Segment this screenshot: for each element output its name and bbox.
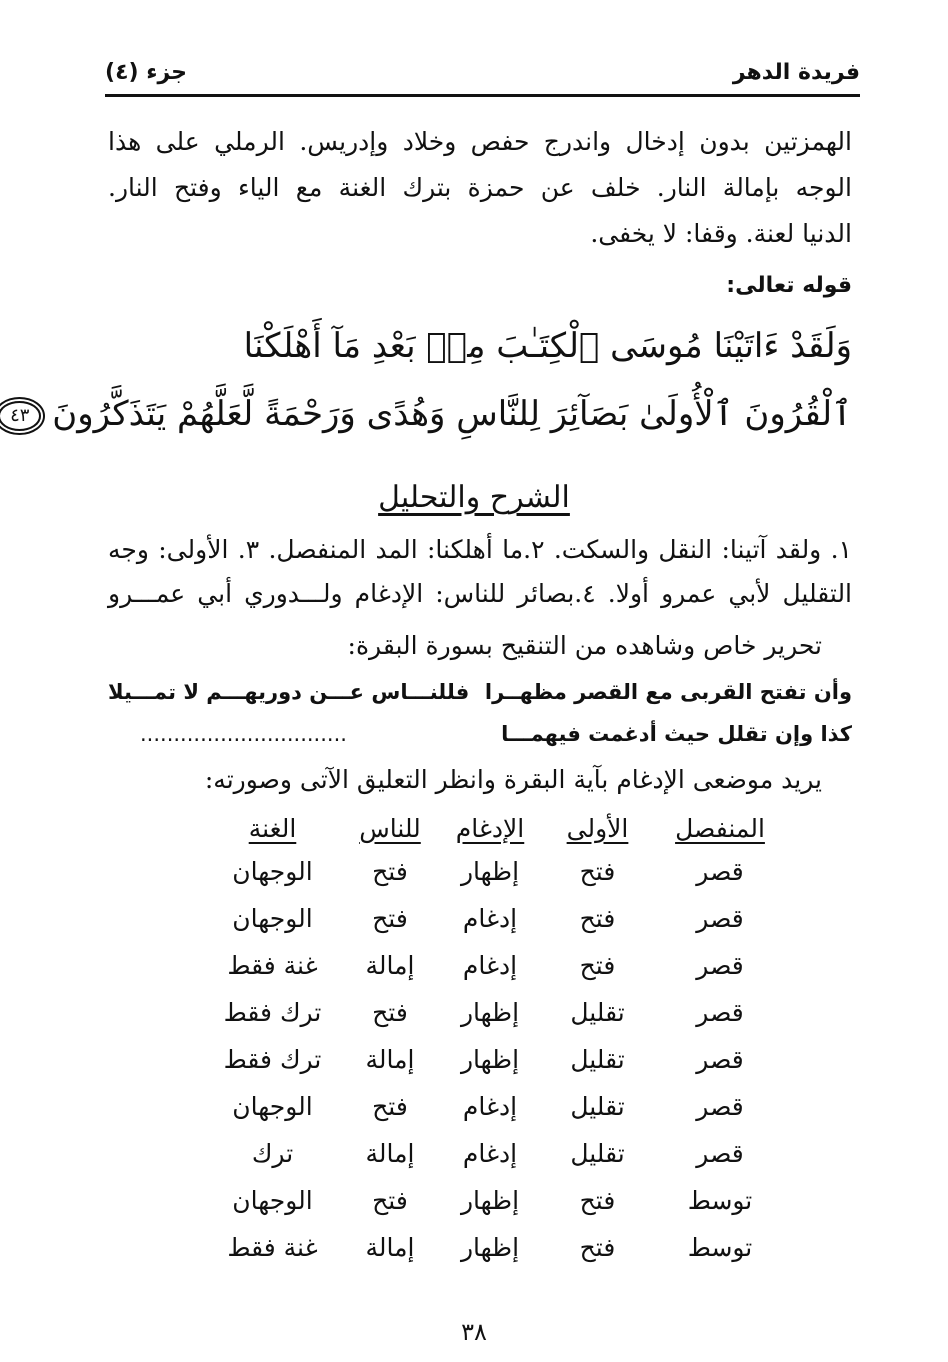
header-lilnas: للناس	[359, 813, 421, 843]
table-row	[205, 989, 785, 1036]
poem-line-2-first-hemistich: كذا وإن تقلل حيث أدغمت فيهمـــا	[501, 722, 852, 746]
part-label: جزء (٤)	[105, 60, 188, 85]
cell-idgham: إدغام	[462, 951, 518, 980]
header-ghunna: الغنة	[248, 813, 297, 843]
cell-ula: تقليل	[570, 1045, 625, 1074]
analysis-line-1: ١. ولقد آتينا: النقل والسكت. ٢.ما أهلكنا: المد المنفصل. ٣. الأولى: وجه	[108, 535, 852, 564]
quran-line-2	[10, 386, 852, 442]
cell-idgham: إدغام	[462, 1092, 518, 1121]
cell-lilnas: إمالة	[365, 1139, 415, 1168]
cell-lilnas: إمالة	[365, 951, 415, 980]
header-munfasil: المنفصل	[675, 813, 765, 843]
analysis-line-2: التقليل لأبي عمرو أولا. ٤.بصائر للناس: الإدغام ولـــدوري أبي عمـــرو	[108, 579, 853, 608]
cell-ula: فتح	[579, 1186, 616, 1215]
poem-line-2-second-hemistich: ...............................	[140, 722, 347, 746]
cell-ghunna: الوجهان	[232, 857, 313, 886]
cell-ula: فتح	[579, 1233, 616, 1262]
cell-lilnas: إمالة	[365, 1233, 415, 1262]
table-row	[205, 1130, 785, 1177]
cell-lilnas: فتح	[372, 1092, 408, 1121]
cell-ghunna: ترك فقط	[223, 998, 322, 1027]
poem-line-2	[108, 714, 852, 754]
cell-ghunna: ترك	[251, 1139, 294, 1168]
cell-ghunna: ترك فقط	[223, 1045, 322, 1074]
cell-munfasil: قصر	[696, 1092, 744, 1121]
poem-line-1-second-hemistich: فللنـــاس عـــن دوريهـــم لا تمـــيلا	[108, 680, 470, 704]
quran-line-2-text: ٱلْقُرُونَ ٱلْأُولَىٰ بَصَآئِرَ لِلنَّاسِ وَهُدًى وَرَحْمَةً لَّعَلَّهُمْ يَتَذَكَّرُونَ	[52, 394, 852, 434]
cell-munfasil: قصر	[696, 951, 744, 980]
cell-lilnas: فتح	[372, 904, 408, 933]
header-ula: الأولى	[566, 813, 629, 843]
cell-munfasil: قصر	[696, 857, 744, 886]
body-line-1: الهمزتين بدون إدخال واندرج حفص وخلاد وإدريس. الرملي على هذا	[108, 127, 852, 156]
table-row	[205, 848, 785, 895]
poem-line-1-first-hemistich: وأن تفتح القربى مع القصر مظهــرا	[484, 680, 852, 704]
quran-line-1: وَلَقَدْ ءَاتَيْنَا مُوسَى ٱلْكِتَـٰبَ مِنۢ بَعْدِ مَآ أَهْلَكْنَا	[243, 326, 852, 366]
table-row	[205, 942, 785, 989]
running-header	[105, 58, 860, 97]
table-header-row	[205, 808, 785, 848]
cell-ghunna: غنة فقط	[227, 951, 318, 980]
cell-idgham: إدغام	[462, 1139, 518, 1168]
poem-line-1	[108, 672, 852, 712]
table-row	[205, 1224, 785, 1271]
cell-lilnas: فتح	[372, 998, 408, 1027]
cell-ghunna: الوجهان	[232, 904, 313, 933]
cell-munfasil: توسط	[687, 1186, 753, 1215]
cell-ghunna: غنة فقط	[227, 1233, 318, 1262]
cell-idgham: إظهار	[460, 1233, 520, 1262]
cell-ghunna: الوجهان	[232, 1092, 313, 1121]
section-title: الشرح والتحليل	[378, 480, 570, 515]
book-title: فريدة الدهر	[732, 60, 860, 85]
cell-lilnas: إمالة	[365, 1045, 415, 1074]
cell-idgham: إدغام	[462, 904, 518, 933]
cell-ula: تقليل	[570, 1092, 625, 1121]
cell-munfasil: قصر	[696, 998, 744, 1027]
body-line-2: الوجه بإمالة النار. خلف عن حمزة بترك الغنة مع الياء وفتح النار.	[108, 173, 852, 202]
cell-ghunna: الوجهان	[232, 1186, 313, 1215]
after-poem-line: يريد موضعى الإدغام بآية البقرة وانظر التعليق الآتى وصورته:	[204, 765, 822, 794]
cell-idgham: إظهار	[460, 857, 520, 886]
ayah-number-marker: ٤٣	[0, 401, 41, 431]
cell-lilnas: فتح	[372, 857, 408, 886]
table-row	[205, 1177, 785, 1224]
cell-ula: تقليل	[570, 998, 625, 1027]
cell-ula: فتح	[579, 857, 616, 886]
cell-idgham: إظهار	[460, 998, 520, 1027]
body-line-3: الدنيا لعنة. وقفا: لا يخفى.	[590, 219, 852, 248]
header-idgham: الإدغام	[455, 813, 525, 843]
cell-munfasil: توسط	[687, 1233, 753, 1262]
readings-table	[205, 808, 785, 1271]
table-row	[205, 1083, 785, 1130]
cell-munfasil: قصر	[696, 1045, 744, 1074]
cell-munfasil: قصر	[696, 1139, 744, 1168]
page-number: ٣٨	[461, 1318, 487, 1346]
table-row	[205, 1036, 785, 1083]
verse-intro: قوله تعالى:	[726, 273, 852, 298]
analysis-line-3: تحرير خاص وشاهده من التنقيح بسورة البقرة:	[347, 631, 822, 660]
table-row	[205, 895, 785, 942]
cell-ula: تقليل	[570, 1139, 625, 1168]
cell-ula: فتح	[579, 904, 616, 933]
cell-idgham: إظهار	[460, 1186, 520, 1215]
cell-ula: فتح	[579, 951, 616, 980]
cell-munfasil: قصر	[696, 904, 744, 933]
cell-lilnas: فتح	[372, 1186, 408, 1215]
cell-idgham: إظهار	[460, 1045, 520, 1074]
